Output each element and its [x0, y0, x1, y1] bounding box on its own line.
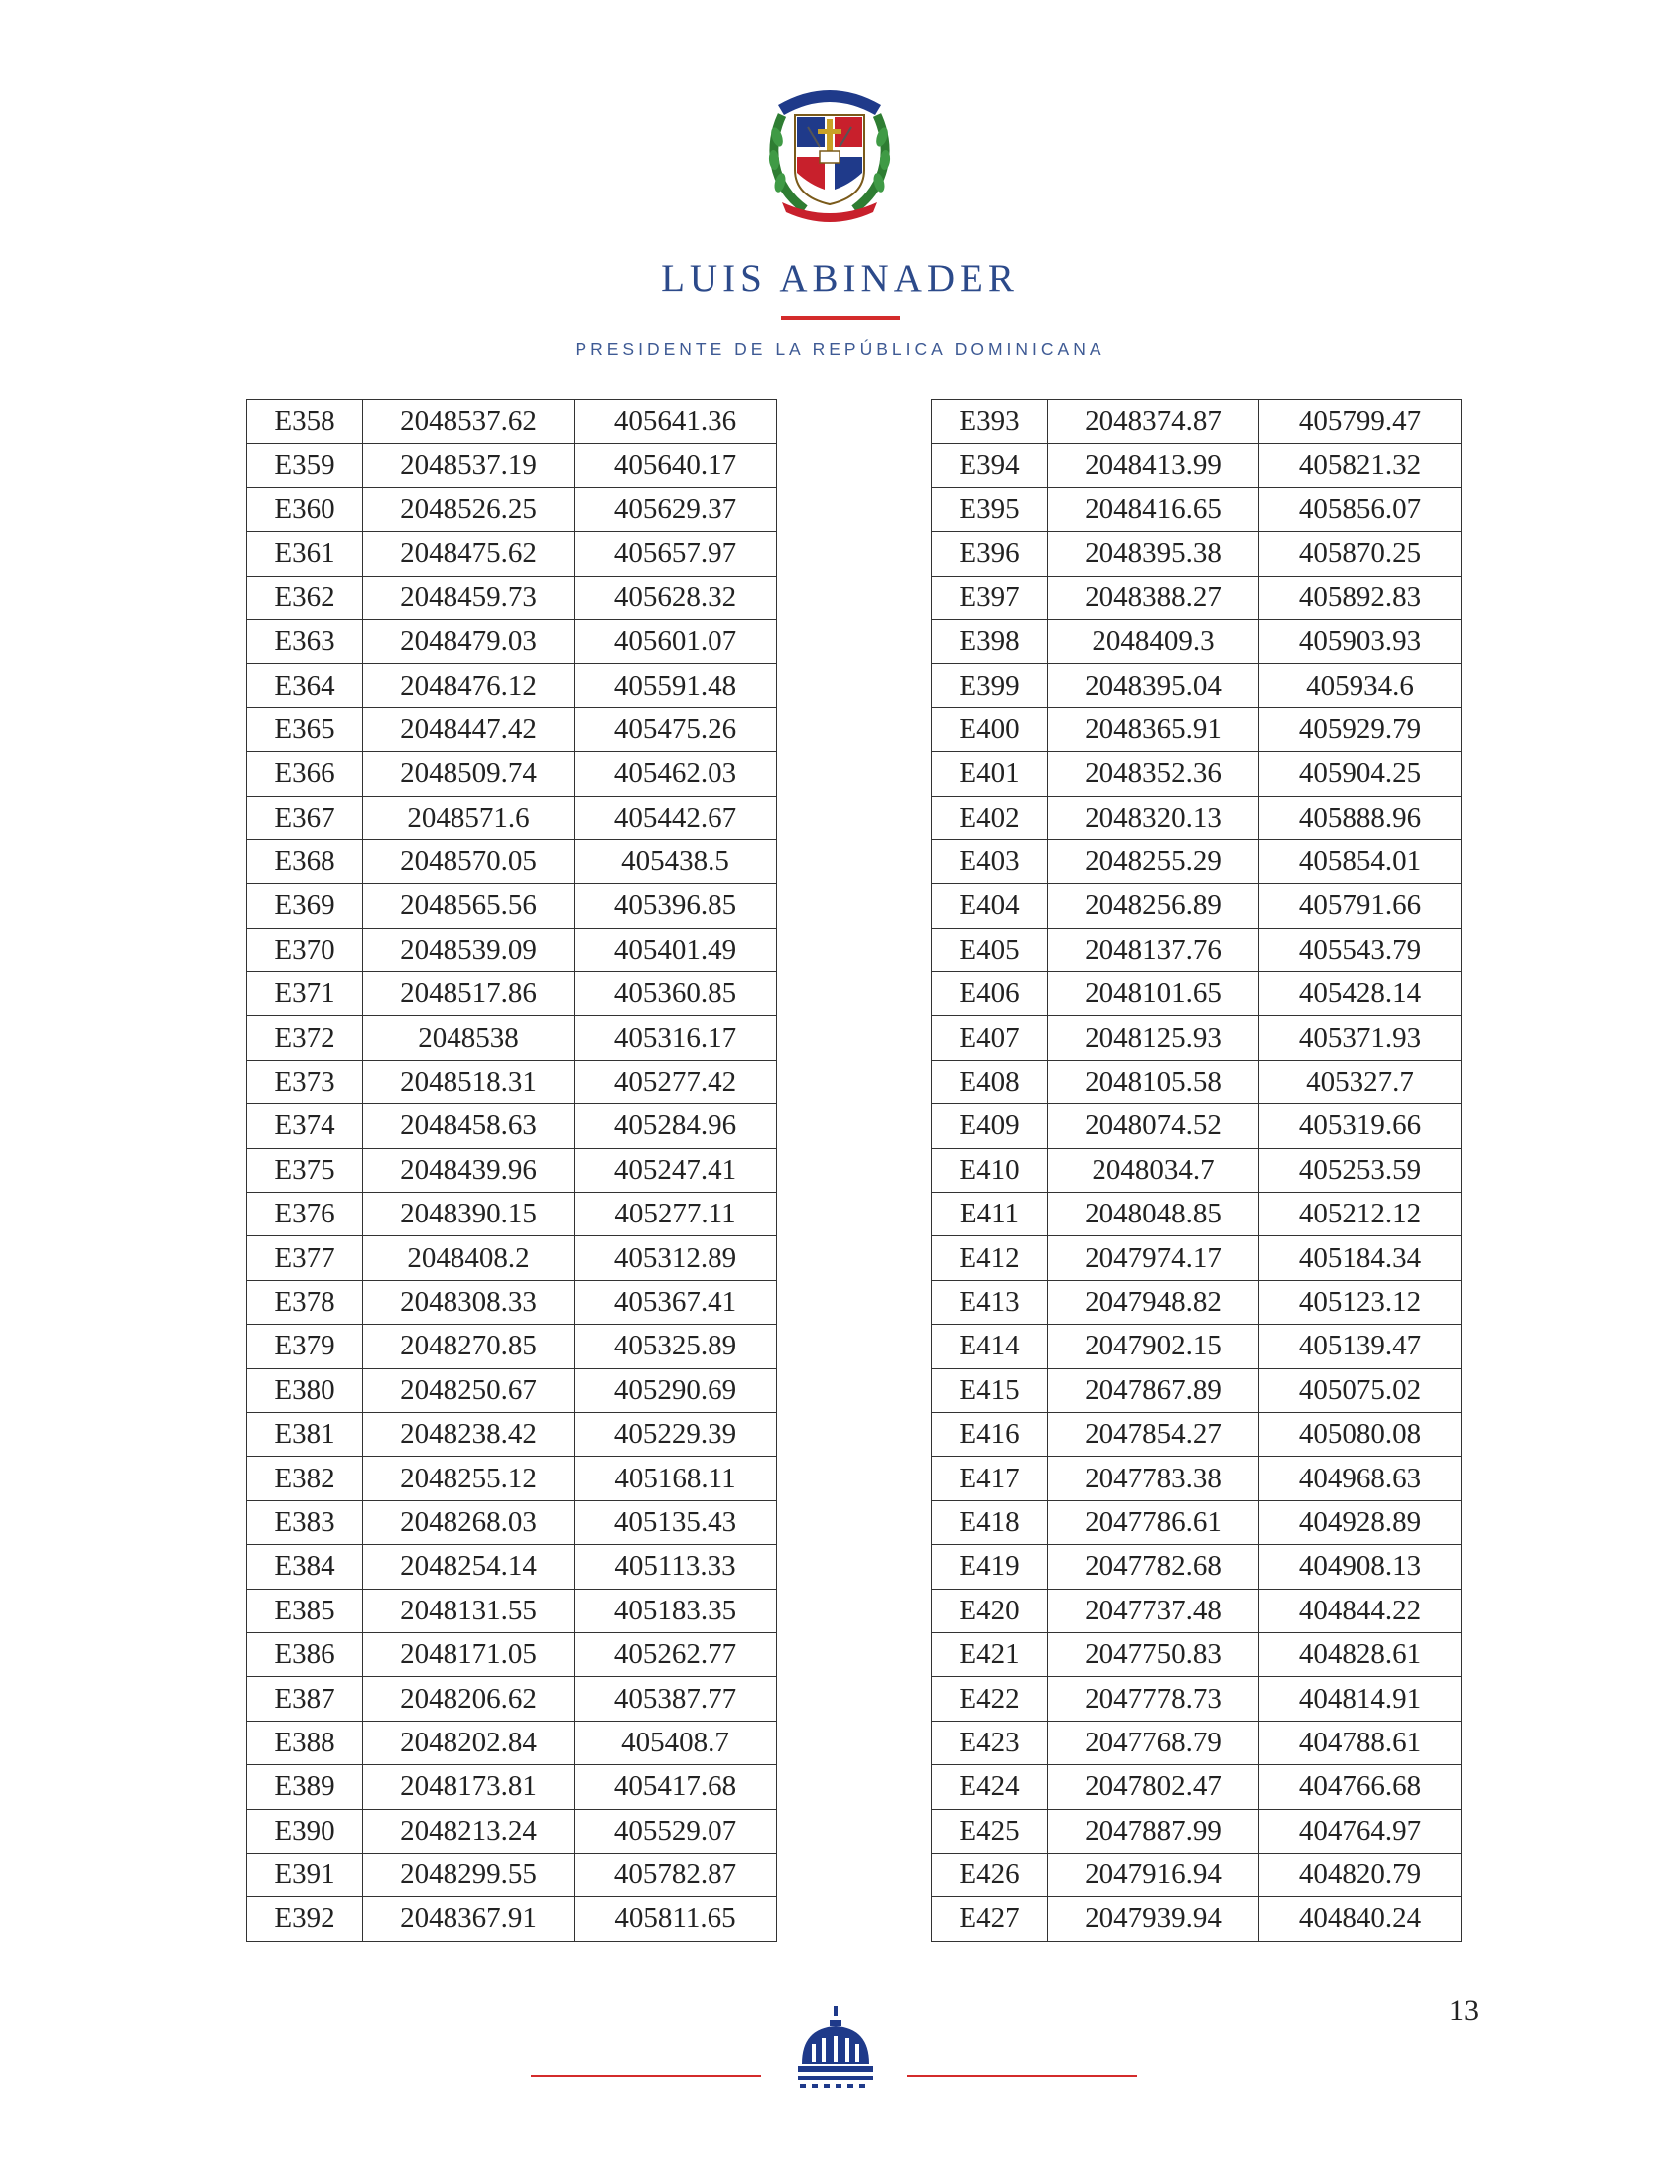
point-id-cell: E358 [247, 400, 363, 444]
northing-cell: 405401.49 [575, 928, 777, 971]
easting-cell: 2048413.99 [1048, 444, 1259, 487]
northing-cell: 405168.11 [575, 1457, 777, 1500]
table-row [247, 752, 777, 796]
point-id-cell: E409 [932, 1104, 1048, 1148]
table-row [247, 1412, 777, 1456]
northing-cell: 405290.69 [575, 1368, 777, 1412]
table-row [932, 1500, 1462, 1544]
table-row [247, 1589, 777, 1632]
table-row [932, 619, 1462, 663]
coat-of-arms-icon [760, 75, 899, 224]
northing-cell: 405139.47 [1259, 1325, 1462, 1368]
table-row [247, 1368, 777, 1412]
northing-cell: 405327.7 [1259, 1060, 1462, 1103]
easting-cell: 2048476.12 [363, 664, 575, 707]
point-id-cell: E399 [932, 664, 1048, 707]
easting-cell: 2048105.58 [1048, 1060, 1259, 1103]
point-id-cell: E377 [247, 1236, 363, 1280]
northing-cell: 405277.42 [575, 1060, 777, 1103]
capitol-dome-icon [794, 2006, 877, 2092]
northing-cell: 405888.96 [1259, 796, 1462, 839]
easting-cell: 2047867.89 [1048, 1368, 1259, 1412]
table-row [932, 1193, 1462, 1236]
point-id-cell: E360 [247, 487, 363, 531]
northing-cell: 405080.08 [1259, 1412, 1462, 1456]
northing-cell: 405316.17 [575, 1016, 777, 1060]
point-id-cell: E374 [247, 1104, 363, 1148]
northing-cell: 405892.83 [1259, 576, 1462, 619]
table-row [247, 1457, 777, 1500]
table-row [247, 400, 777, 444]
easting-cell: 2047902.15 [1048, 1325, 1259, 1368]
point-id-cell: E425 [932, 1809, 1048, 1853]
table-row [247, 444, 777, 487]
easting-cell: 2048538 [363, 1016, 575, 1060]
table-row [932, 1280, 1462, 1324]
table-row [247, 1016, 777, 1060]
point-id-cell: E407 [932, 1016, 1048, 1060]
point-id-cell: E384 [247, 1545, 363, 1589]
northing-cell: 405934.6 [1259, 664, 1462, 707]
northing-cell: 405640.17 [575, 444, 777, 487]
point-id-cell: E401 [932, 752, 1048, 796]
northing-cell: 404820.79 [1259, 1853, 1462, 1896]
northing-cell: 405360.85 [575, 972, 777, 1016]
easting-cell: 2047782.68 [1048, 1545, 1259, 1589]
easting-cell: 2048125.93 [1048, 1016, 1259, 1060]
coordinates-table-right [931, 399, 1462, 1942]
point-id-cell: E404 [932, 884, 1048, 928]
easting-cell: 2048374.87 [1048, 400, 1259, 444]
northing-cell: 405113.33 [575, 1545, 777, 1589]
table-row [932, 884, 1462, 928]
point-id-cell: E420 [932, 1589, 1048, 1632]
easting-cell: 2048526.25 [363, 487, 575, 531]
easting-cell: 2047768.79 [1048, 1721, 1259, 1764]
table-row [932, 1809, 1462, 1853]
northing-cell: 405591.48 [575, 664, 777, 707]
northing-cell: 405075.02 [1259, 1368, 1462, 1412]
table-row [932, 972, 1462, 1016]
table-row [247, 796, 777, 839]
easting-cell: 2048171.05 [363, 1632, 575, 1676]
table-row [247, 1236, 777, 1280]
table-row [932, 400, 1462, 444]
easting-cell: 2048352.36 [1048, 752, 1259, 796]
easting-cell: 2048447.42 [363, 707, 575, 751]
table-row [247, 707, 777, 751]
table-row [932, 752, 1462, 796]
easting-cell: 2047802.47 [1048, 1765, 1259, 1809]
northing-cell: 405791.66 [1259, 884, 1462, 928]
easting-cell: 2047939.94 [1048, 1897, 1259, 1941]
easting-cell: 2048408.2 [363, 1236, 575, 1280]
easting-cell: 2047778.73 [1048, 1677, 1259, 1721]
point-id-cell: E371 [247, 972, 363, 1016]
easting-cell: 2048439.96 [363, 1148, 575, 1192]
easting-cell: 2048388.27 [1048, 576, 1259, 619]
point-id-cell: E400 [932, 707, 1048, 751]
table-row [247, 972, 777, 1016]
point-id-cell: E406 [932, 972, 1048, 1016]
point-id-cell: E424 [932, 1765, 1048, 1809]
table-row [247, 1853, 777, 1896]
northing-cell: 405183.35 [575, 1589, 777, 1632]
easting-cell: 2048074.52 [1048, 1104, 1259, 1148]
easting-cell: 2048255.29 [1048, 839, 1259, 883]
easting-cell: 2048101.65 [1048, 972, 1259, 1016]
table-row [932, 1545, 1462, 1589]
northing-cell: 405417.68 [575, 1765, 777, 1809]
point-id-cell: E362 [247, 576, 363, 619]
point-id-cell: E411 [932, 1193, 1048, 1236]
table-row [932, 1589, 1462, 1632]
table-row [247, 664, 777, 707]
table-row [932, 1677, 1462, 1721]
northing-cell: 404766.68 [1259, 1765, 1462, 1809]
northing-cell: 405628.32 [575, 576, 777, 619]
easting-cell: 2048048.85 [1048, 1193, 1259, 1236]
point-id-cell: E393 [932, 400, 1048, 444]
easting-cell: 2048137.76 [1048, 928, 1259, 971]
easting-cell: 2048509.74 [363, 752, 575, 796]
easting-cell: 2048409.3 [1048, 619, 1259, 663]
table-row [932, 707, 1462, 751]
northing-cell: 404814.91 [1259, 1677, 1462, 1721]
easting-cell: 2048458.63 [363, 1104, 575, 1148]
easting-cell: 2048459.73 [363, 576, 575, 619]
northing-cell: 405438.5 [575, 839, 777, 883]
easting-cell: 2048250.67 [363, 1368, 575, 1412]
northing-cell: 405442.67 [575, 796, 777, 839]
point-id-cell: E375 [247, 1148, 363, 1192]
point-id-cell: E396 [932, 532, 1048, 576]
easting-cell: 2048299.55 [363, 1853, 575, 1896]
point-id-cell: E419 [932, 1545, 1048, 1589]
northing-cell: 405929.79 [1259, 707, 1462, 751]
table-row [247, 928, 777, 971]
point-id-cell: E403 [932, 839, 1048, 883]
official-name: LUIS ABINADER [661, 257, 1019, 300]
table-row [932, 1148, 1462, 1192]
northing-cell: 405811.65 [575, 1897, 777, 1941]
table-row [932, 1412, 1462, 1456]
easting-cell: 2048367.91 [363, 1897, 575, 1941]
point-id-cell: E367 [247, 796, 363, 839]
easting-cell: 2048395.38 [1048, 532, 1259, 576]
point-id-cell: E414 [932, 1325, 1048, 1368]
northing-cell: 405184.34 [1259, 1236, 1462, 1280]
point-id-cell: E412 [932, 1236, 1048, 1280]
point-id-cell: E416 [932, 1412, 1048, 1456]
northing-cell: 405229.39 [575, 1412, 777, 1456]
easting-cell: 2048268.03 [363, 1500, 575, 1544]
northing-cell: 405641.36 [575, 400, 777, 444]
table-row [247, 1060, 777, 1103]
table-row [247, 1148, 777, 1192]
northing-cell: 405371.93 [1259, 1016, 1462, 1060]
point-id-cell: E397 [932, 576, 1048, 619]
point-id-cell: E392 [247, 1897, 363, 1941]
point-id-cell: E366 [247, 752, 363, 796]
point-id-cell: E370 [247, 928, 363, 971]
table-row [932, 928, 1462, 971]
easting-cell: 2047916.94 [1048, 1853, 1259, 1896]
table-row [247, 1193, 777, 1236]
easting-cell: 2047786.61 [1048, 1500, 1259, 1544]
table-row [247, 1632, 777, 1676]
point-id-cell: E387 [247, 1677, 363, 1721]
coordinates-table-left [246, 399, 777, 1942]
northing-cell: 405135.43 [575, 1500, 777, 1544]
easting-cell: 2048537.19 [363, 444, 575, 487]
table-row [247, 1765, 777, 1809]
point-id-cell: E361 [247, 532, 363, 576]
point-id-cell: E408 [932, 1060, 1048, 1103]
table-row [932, 487, 1462, 531]
table-row [932, 1236, 1462, 1280]
table-row [932, 444, 1462, 487]
point-id-cell: E380 [247, 1368, 363, 1412]
easting-cell: 2047750.83 [1048, 1632, 1259, 1676]
northing-cell: 405212.12 [1259, 1193, 1462, 1236]
point-id-cell: E391 [247, 1853, 363, 1896]
table-row [932, 532, 1462, 576]
point-id-cell: E421 [932, 1632, 1048, 1676]
point-id-cell: E359 [247, 444, 363, 487]
table-row [932, 796, 1462, 839]
table-row [247, 1325, 777, 1368]
table-row [932, 576, 1462, 619]
easting-cell: 2047737.48 [1048, 1589, 1259, 1632]
point-id-cell: E385 [247, 1589, 363, 1632]
northing-cell: 405277.11 [575, 1193, 777, 1236]
easting-cell: 2048518.31 [363, 1060, 575, 1103]
easting-cell: 2048256.89 [1048, 884, 1259, 928]
point-id-cell: E410 [932, 1148, 1048, 1192]
easting-cell: 2047887.99 [1048, 1809, 1259, 1853]
table-row [247, 1104, 777, 1148]
easting-cell: 2048255.12 [363, 1457, 575, 1500]
table-row [247, 1500, 777, 1544]
northing-cell: 405428.14 [1259, 972, 1462, 1016]
northing-cell: 405856.07 [1259, 487, 1462, 531]
point-id-cell: E382 [247, 1457, 363, 1500]
footer-rule-right [907, 2075, 1137, 2077]
table-row [932, 664, 1462, 707]
table-row [932, 839, 1462, 883]
point-id-cell: E389 [247, 1765, 363, 1809]
northing-cell: 405387.77 [575, 1677, 777, 1721]
point-id-cell: E402 [932, 796, 1048, 839]
table-row [247, 532, 777, 576]
northing-cell: 405396.85 [575, 884, 777, 928]
northing-cell: 405657.97 [575, 532, 777, 576]
northing-cell: 405870.25 [1259, 532, 1462, 576]
point-id-cell: E423 [932, 1721, 1048, 1764]
table-row [247, 1280, 777, 1324]
northing-cell: 405262.77 [575, 1632, 777, 1676]
northing-cell: 405312.89 [575, 1236, 777, 1280]
point-id-cell: E381 [247, 1412, 363, 1456]
name-underline [781, 316, 900, 320]
northing-cell: 405629.37 [575, 487, 777, 531]
table-row [932, 1897, 1462, 1941]
table-row [932, 1060, 1462, 1103]
table-row [247, 1545, 777, 1589]
point-id-cell: E386 [247, 1632, 363, 1676]
easting-cell: 2048202.84 [363, 1721, 575, 1764]
northing-cell: 405904.25 [1259, 752, 1462, 796]
point-id-cell: E426 [932, 1853, 1048, 1896]
easting-cell: 2048539.09 [363, 928, 575, 971]
northing-cell: 405253.59 [1259, 1148, 1462, 1192]
easting-cell: 2048238.42 [363, 1412, 575, 1456]
easting-cell: 2048479.03 [363, 619, 575, 663]
official-title: PRESIDENTE DE LA REPÚBLICA DOMINICANA [575, 339, 1105, 359]
northing-cell: 405782.87 [575, 1853, 777, 1896]
table-row [932, 1457, 1462, 1500]
point-id-cell: E415 [932, 1368, 1048, 1412]
northing-cell: 405799.47 [1259, 400, 1462, 444]
table-row [247, 576, 777, 619]
northing-cell: 405367.41 [575, 1280, 777, 1324]
easting-cell: 2048565.56 [363, 884, 575, 928]
northing-cell: 405821.32 [1259, 444, 1462, 487]
easting-cell: 2047854.27 [1048, 1412, 1259, 1456]
northing-cell: 405854.01 [1259, 839, 1462, 883]
point-id-cell: E394 [932, 444, 1048, 487]
easting-cell: 2048570.05 [363, 839, 575, 883]
table-row [932, 1632, 1462, 1676]
point-id-cell: E369 [247, 884, 363, 928]
northing-cell: 405543.79 [1259, 928, 1462, 971]
point-id-cell: E405 [932, 928, 1048, 971]
northing-cell: 405408.7 [575, 1721, 777, 1764]
northing-cell: 405284.96 [575, 1104, 777, 1148]
table-row [932, 1325, 1462, 1368]
table-row [247, 1809, 777, 1853]
northing-cell: 404844.22 [1259, 1589, 1462, 1632]
point-id-cell: E379 [247, 1325, 363, 1368]
point-id-cell: E373 [247, 1060, 363, 1103]
point-id-cell: E368 [247, 839, 363, 883]
point-id-cell: E378 [247, 1280, 363, 1324]
northing-cell: 405475.26 [575, 707, 777, 751]
northing-cell: 404968.63 [1259, 1457, 1462, 1500]
easting-cell: 2048365.91 [1048, 707, 1259, 751]
easting-cell: 2048475.62 [363, 532, 575, 576]
table-row [247, 1897, 777, 1941]
easting-cell: 2048537.62 [363, 400, 575, 444]
point-id-cell: E376 [247, 1193, 363, 1236]
point-id-cell: E372 [247, 1016, 363, 1060]
table-row [932, 1016, 1462, 1060]
table-row [932, 1765, 1462, 1809]
northing-cell: 404828.61 [1259, 1632, 1462, 1676]
table-row [932, 1104, 1462, 1148]
point-id-cell: E427 [932, 1897, 1048, 1941]
easting-cell: 2048254.14 [363, 1545, 575, 1589]
footer-rule-left [531, 2075, 761, 2077]
northing-cell: 405123.12 [1259, 1280, 1462, 1324]
point-id-cell: E388 [247, 1721, 363, 1764]
table-row [932, 1368, 1462, 1412]
easting-cell: 2048173.81 [363, 1765, 575, 1809]
point-id-cell: E418 [932, 1500, 1048, 1544]
easting-cell: 2048131.55 [363, 1589, 575, 1632]
northing-cell: 404928.89 [1259, 1500, 1462, 1544]
northing-cell: 404764.97 [1259, 1809, 1462, 1853]
point-id-cell: E395 [932, 487, 1048, 531]
northing-cell: 404908.13 [1259, 1545, 1462, 1589]
easting-cell: 2047974.17 [1048, 1236, 1259, 1280]
table-row [932, 1853, 1462, 1896]
point-id-cell: E422 [932, 1677, 1048, 1721]
point-id-cell: E417 [932, 1457, 1048, 1500]
easting-cell: 2048308.33 [363, 1280, 575, 1324]
point-id-cell: E363 [247, 619, 363, 663]
table-row [247, 1721, 777, 1764]
point-id-cell: E383 [247, 1500, 363, 1544]
table-row [247, 1677, 777, 1721]
easting-cell: 2048416.65 [1048, 487, 1259, 531]
northing-cell: 405529.07 [575, 1809, 777, 1853]
easting-cell: 2048571.6 [363, 796, 575, 839]
table-row [247, 619, 777, 663]
easting-cell: 2048270.85 [363, 1325, 575, 1368]
table-row [932, 1721, 1462, 1764]
northing-cell: 405462.03 [575, 752, 777, 796]
easting-cell: 2048213.24 [363, 1809, 575, 1853]
northing-cell: 405325.89 [575, 1325, 777, 1368]
table-row [247, 487, 777, 531]
easting-cell: 2048395.04 [1048, 664, 1259, 707]
point-id-cell: E365 [247, 707, 363, 751]
easting-cell: 2048034.7 [1048, 1148, 1259, 1192]
page-number: 13 [1449, 1994, 1479, 2027]
point-id-cell: E398 [932, 619, 1048, 663]
easting-cell: 2048320.13 [1048, 796, 1259, 839]
easting-cell: 2048390.15 [363, 1193, 575, 1236]
easting-cell: 2048517.86 [363, 972, 575, 1016]
northing-cell: 404788.61 [1259, 1721, 1462, 1764]
easting-cell: 2048206.62 [363, 1677, 575, 1721]
easting-cell: 2047948.82 [1048, 1280, 1259, 1324]
northing-cell: 405903.93 [1259, 619, 1462, 663]
easting-cell: 2047783.38 [1048, 1457, 1259, 1500]
point-id-cell: E364 [247, 664, 363, 707]
northing-cell: 404840.24 [1259, 1897, 1462, 1941]
point-id-cell: E413 [932, 1280, 1048, 1324]
northing-cell: 405247.41 [575, 1148, 777, 1192]
northing-cell: 405601.07 [575, 619, 777, 663]
point-id-cell: E390 [247, 1809, 363, 1853]
northing-cell: 405319.66 [1259, 1104, 1462, 1148]
table-row [247, 839, 777, 883]
table-row [247, 884, 777, 928]
